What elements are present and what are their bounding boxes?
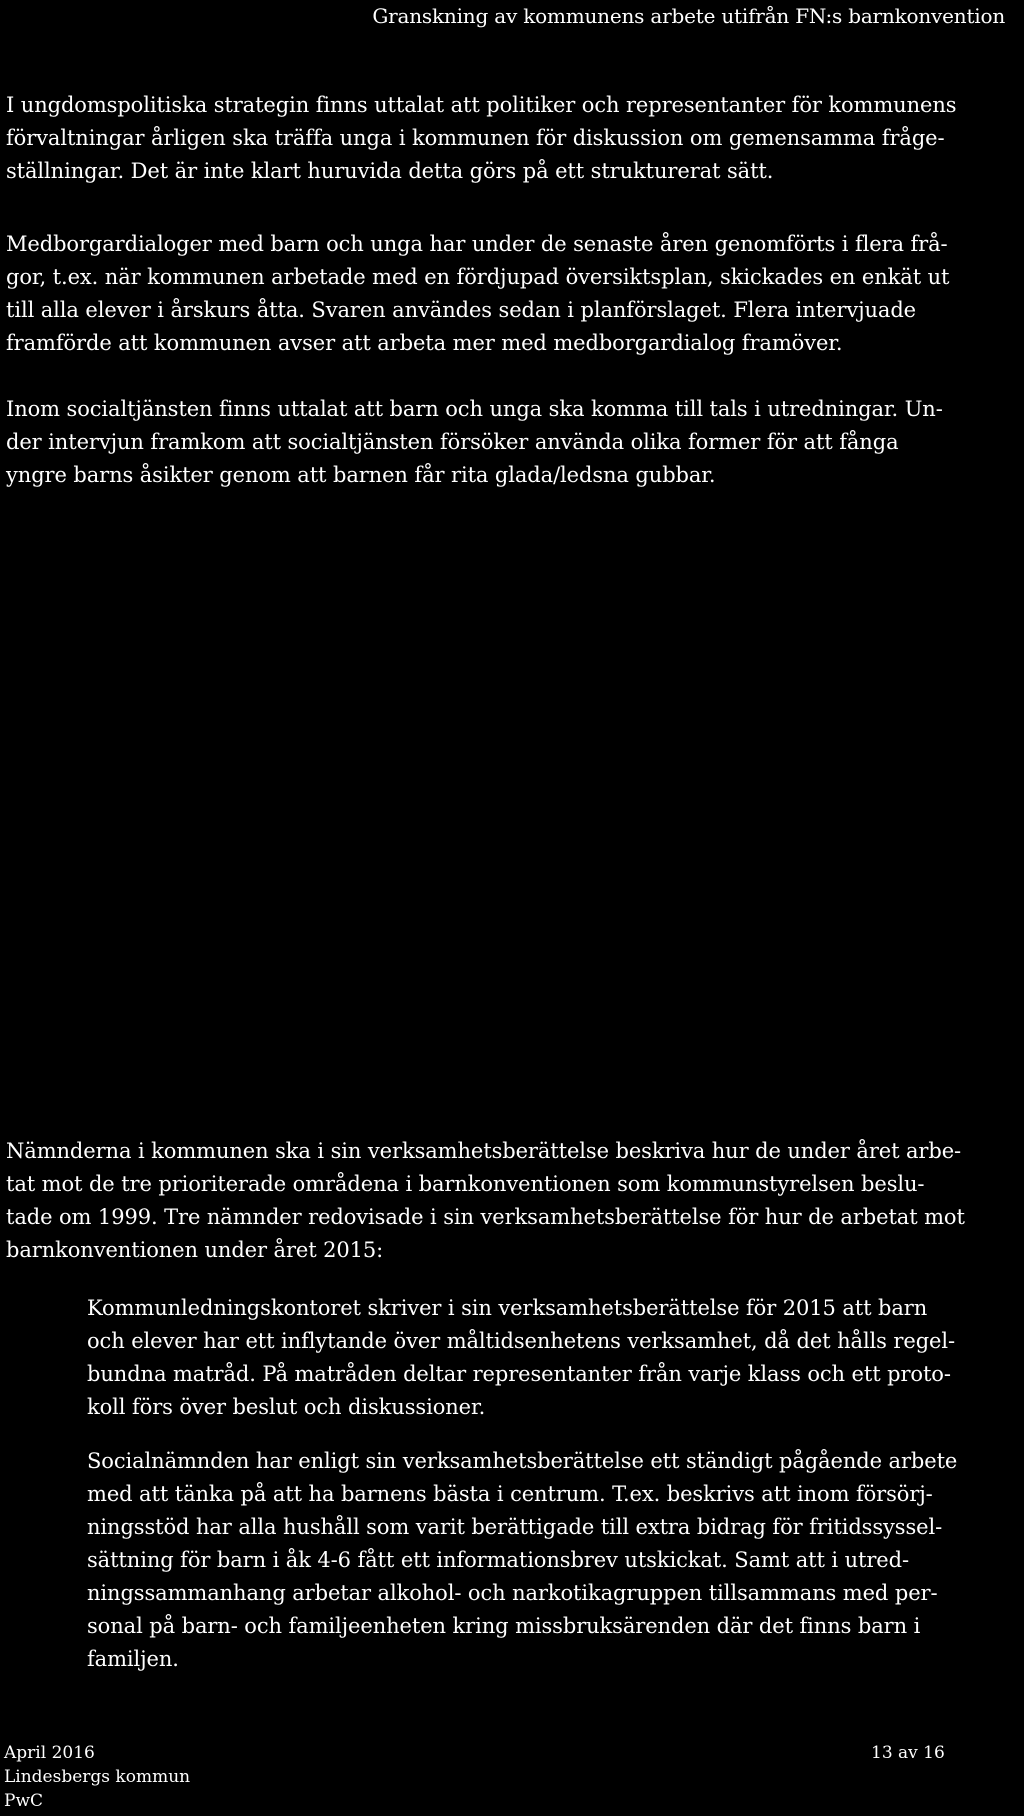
text-line: tade om 1999. Tre nämnder redovisade i sin verksamhetsberättelse för hur de arbetat mot [6, 1205, 965, 1229]
footer-municipality: Lindesbergs kommun [4, 1767, 191, 1787]
text-line: till alla elever i årskurs åtta. Svaren användes sedan i planförslaget. Flera intervjuade [6, 298, 917, 322]
text-line: familjen. [87, 1647, 179, 1671]
text-line: framförde att kommunen avser att arbeta mer med medborgardialog framöver. [6, 331, 843, 355]
paragraph-socialtjansten [6, 393, 1006, 492]
text-line: yngre barns åsikter genom att barnen får rita glada/ledsna gubbar. [6, 463, 716, 487]
indented-paragraph-socialnamnden [87, 1445, 1007, 1676]
text-line: tat mot de tre prioriterade områdena i barnkonventionen som kommunstyrelsen beslu- [6, 1172, 925, 1196]
paragraph-medborgardialoger [6, 228, 1006, 360]
text-line: gor, t.ex. när kommunen arbetade med en fördjupad översiktsplan, skickades en enkät ut [6, 265, 950, 289]
text-line: Kommunledningskontoret skriver i sin verksamhetsberättelse för 2015 att barn [87, 1296, 928, 1320]
text-line: Nämnderna i kommunen ska i sin verksamhetsberättelse beskriva hur de under året arbe- [6, 1139, 962, 1163]
page-number: 13 av 16 [871, 1743, 945, 1763]
text-line: barnkonventionen under året 2015: [6, 1238, 384, 1262]
text-line: bundna matråd. På matråden deltar representanter från varje klass och ett proto- [87, 1362, 951, 1386]
text-line: ningssammanhang arbetar alkohol- och narkotikagruppen tillsammans med per- [87, 1581, 938, 1605]
paragraph-namnderna [6, 1135, 1006, 1267]
paragraph-ungdomspolitiska-strategi [6, 89, 1006, 188]
text-line: Inom socialtjänsten finns uttalat att barn och unga ska komma till tals i utredningar. Un- [6, 397, 943, 421]
footer-date: April 2016 [4, 1743, 95, 1763]
text-line: I ungdomspolitiska strategin finns uttalat att politiker och representanter för kommunens [6, 93, 957, 117]
text-line: sonal på barn- och familjeenheten kring missbruksärenden där det finns barn i [87, 1614, 921, 1638]
text-line: der intervjun framkom att socialtjänsten försöker använda olika former för att fånga [6, 430, 899, 454]
footer-left [4, 1741, 190, 1813]
footer-company: PwC [4, 1791, 43, 1811]
running-header: Granskning av kommunens arbete utifrån FN:s barnkonvention [372, 4, 1005, 28]
text-line: sättning för barn i åk 4-6 fått ett informationsbrev utskickat. Samt att i utred- [87, 1548, 909, 1572]
text-line: Socialnämnden har enligt sin verksamhetsberättelse ett ständigt pågående arbete [87, 1449, 958, 1473]
text-line: med att tänka på att ha barnens bästa i centrum. T.ex. beskrivs att inom försörj- [87, 1482, 933, 1506]
text-line: koll förs över beslut och diskussioner. [87, 1395, 486, 1419]
text-line: Medborgardialoger med barn och unga har under de senaste åren genomförts i flera frå- [6, 232, 948, 256]
text-line: ställningar. Det är inte klart huruvida detta görs på ett strukturerat sätt. [6, 159, 774, 183]
text-line: förvaltningar årligen ska träffa unga i kommunen för diskussion om gemensamma fråge- [6, 126, 945, 150]
indented-paragraph-kommunledningskontoret [87, 1292, 1007, 1424]
text-line: ningsstöd har alla hushåll som varit berättigade till extra bidrag för fritidssyssel- [87, 1515, 943, 1539]
text-line: och elever har ett inflytande över måltidsenhetens verksamhet, då det hålls regel- [87, 1329, 955, 1353]
